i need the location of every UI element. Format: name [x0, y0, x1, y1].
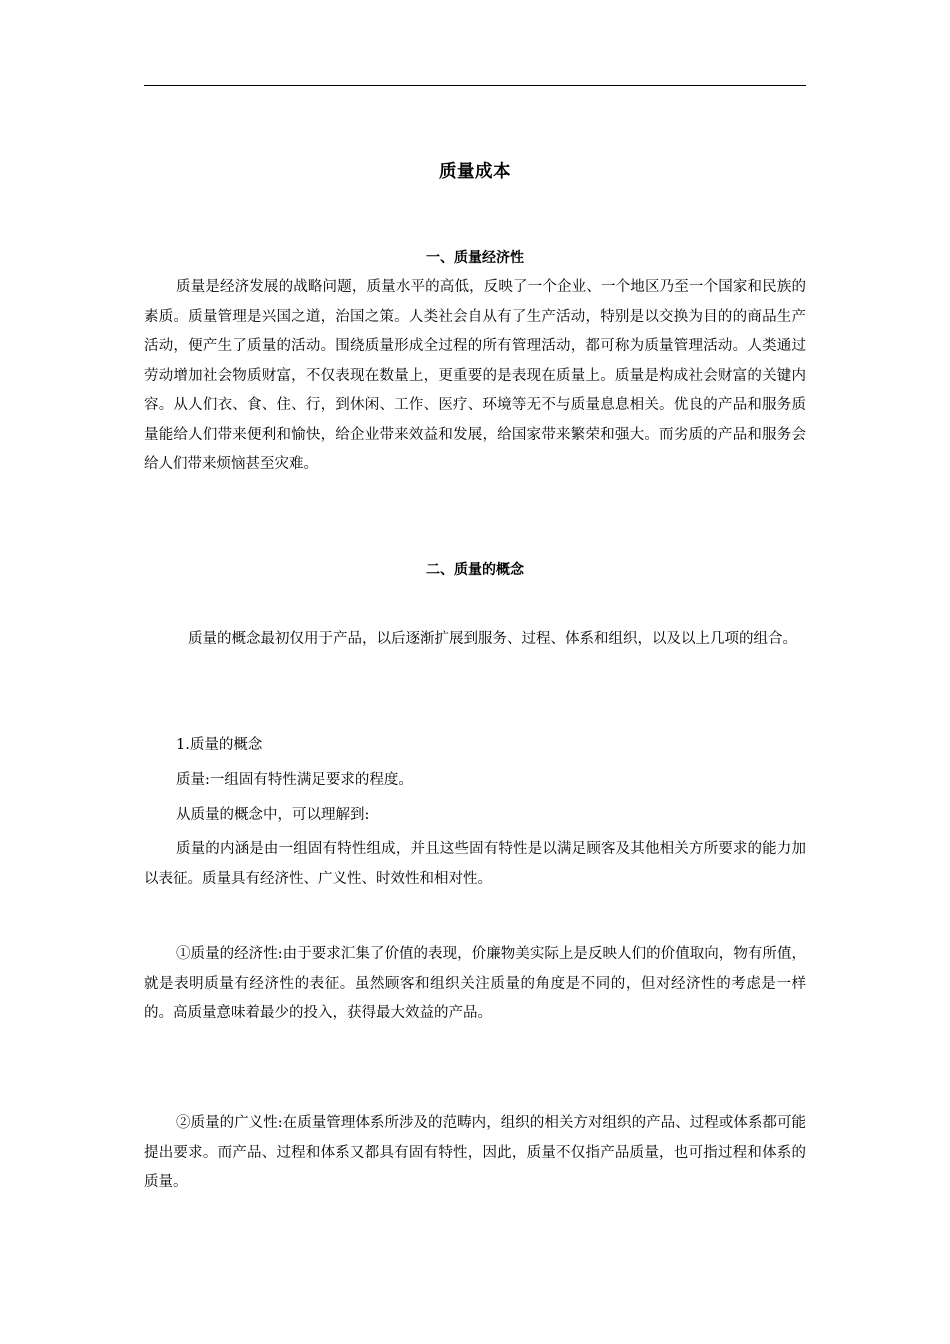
- paragraph-quality-economics: 质量是经济发展的战略问题，质量水平的高低，反映了一个企业、一个地区乃至一个国家和民族的素质。质量管理是兴国之道，治国之策。人类社会自从有了生产活动，特别是以交换为目的的商品生产活动，便产生了质量的活动。围绕质量形成全过程的所有管理活动，都可称为质量管理活动。人类通过劳动增加社会物质财富，不仅表现在数量上，更重要的是表现在质量上。质量是构成社会财富的关键内容。从人们衣、食、住、行，到休闲、工作、医疗、环境等无不与质量息息相关。优良的产品和服务质量能给人们带来便利和愉快，给企业带来效益和发展，给国家带来繁荣和强大。而劣质的产品和服务会给人们带来烦恼甚至灾难。: [144, 279, 806, 472]
- paragraph-broad-nature: ②质量的广义性:在质量管理体系所涉及的范畴内，组织的相关方对组织的产品、过程或体系都可能提出要求。而产品、过程和体系又都具有固有特性，因此，质量不仅指产品质量，也可指过程和体系的质量。: [144, 1115, 806, 1190]
- paragraph-connotation: 质量的内涵是由一组固有特性组成，并且这些固有特性是以满足顾客及其他相关方所要求的能力加以表征。质量具有经济性、广义性、时效性和相对性。: [144, 841, 806, 887]
- understanding-line: 从质量的概念中，可以理解到:: [176, 807, 370, 823]
- section-heading-concept: 二、质量的概念: [426, 562, 524, 578]
- definition-line: 质量:一组固有特性满足要求的程度。: [176, 772, 413, 788]
- paragraph-economic-nature: ①质量的经济性:由于要求汇集了价值的表现，价廉物美实际上是反映人们的价值取向，物有所值，就是表明质量有经济性的表征。虽然顾客和组织关注质量的角度是不同的，但对经济性的考虑是一样的。高质量意味着最少的投入，获得最大效益的产品。: [144, 946, 806, 1021]
- section-heading-economics: 一、质量经济性: [426, 250, 524, 266]
- paragraph-concept-intro: 质量的概念最初仅用于产品，以后逐渐扩展到服务、过程、体系和组织，以及以上几项的组合。: [188, 631, 797, 647]
- header-rule: [144, 85, 806, 86]
- document-title: 质量成本: [439, 162, 511, 182]
- item-title-concept: 1.质量的概念: [176, 737, 263, 753]
